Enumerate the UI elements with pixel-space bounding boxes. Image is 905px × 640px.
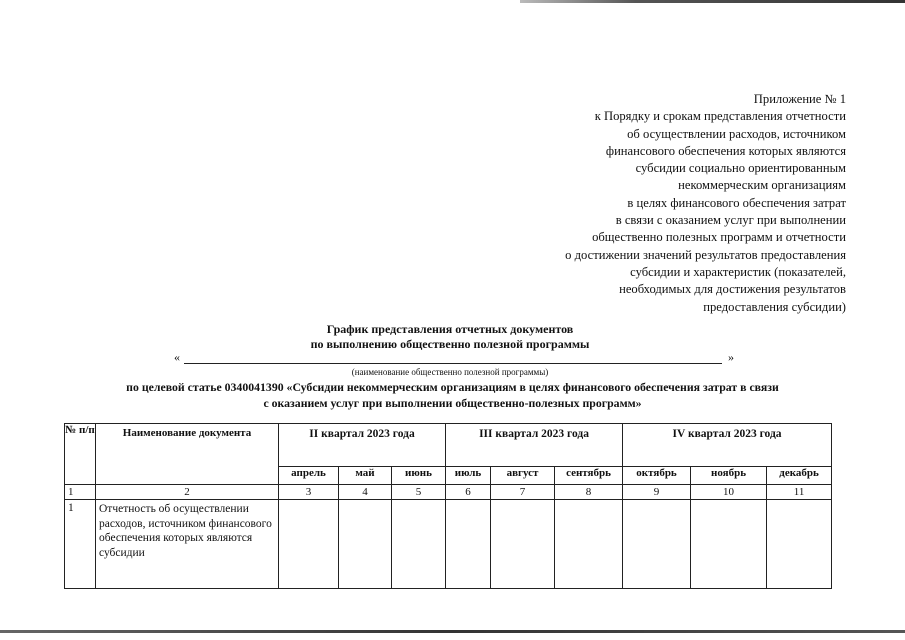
table-row	[65, 500, 832, 589]
header-quarter-3: III квартал 2023 года	[446, 424, 623, 467]
appendix-line: в связи с оказанием услуг при выполнении	[615, 213, 846, 228]
column-number: 8	[555, 485, 623, 500]
column-number: 9	[623, 485, 691, 500]
cell-november	[691, 500, 767, 589]
cell-may	[339, 500, 392, 589]
header-month-october: октябрь	[623, 467, 691, 485]
appendix-line: в целях финансового обеспечения затрат	[627, 195, 846, 210]
row-number: 1	[65, 500, 96, 589]
cell-april	[279, 500, 339, 589]
cell-december	[767, 500, 832, 589]
scan-edge-top	[520, 0, 905, 3]
header-month-december: декабрь	[767, 467, 832, 485]
cell-august	[491, 500, 555, 589]
appendix-line: необходимых для достижения результатов	[619, 282, 846, 297]
schedule-table	[64, 423, 832, 589]
header-month-june: июнь	[392, 467, 446, 485]
cell-september	[555, 500, 623, 589]
appendix-line: о достижении значений результатов предоставления	[565, 247, 846, 262]
appendix-line: Приложение № 1	[753, 92, 846, 106]
row-document-name: Отчетность об осуществлении расходов, источником финансового обеспечения которых являются субсидии	[96, 500, 279, 589]
column-number: 5	[392, 485, 446, 500]
column-number: 6	[446, 485, 491, 500]
header-month-april: апрель	[279, 467, 339, 485]
cell-october	[623, 500, 691, 589]
column-number: 7	[491, 485, 555, 500]
appendix-line: финансового обеспечения которых являются	[605, 143, 846, 158]
cell-july	[446, 500, 491, 589]
column-numbers-row	[65, 485, 832, 500]
appendix-line: субсидии и характеристик (показателей,	[630, 264, 846, 279]
header-no: № п/п	[65, 424, 96, 485]
document-title	[250, 322, 650, 352]
subtitle-line-1: по целевой статье 0340041390 «Субсидии некоммерческим организациям в целях финансового обеспечения затрат в связи	[126, 380, 779, 394]
column-number: 2	[96, 485, 279, 500]
cell-june	[392, 500, 446, 589]
appendix-line: некоммерческим организациям	[678, 178, 846, 193]
appendix-line: к Порядку и срокам представления отчетности	[594, 109, 846, 124]
header-month-august: август	[491, 467, 555, 485]
header-month-november: ноябрь	[691, 467, 767, 485]
subtitle-line-2: с оказанием услуг при выполнении общественно-полезных программ»	[263, 395, 642, 410]
column-number: 3	[279, 485, 339, 500]
open-quote: «	[174, 350, 180, 364]
title-line-1: График представления отчетных документов	[326, 322, 574, 336]
column-number: 1	[65, 485, 96, 500]
title-line-2: по выполнению общественно полезной программы	[310, 337, 590, 351]
appendix-line: субсидии социально ориентированным	[635, 161, 846, 176]
header-quarter-2: II квартал 2023 года	[279, 424, 446, 467]
program-name-caption: (наименование общественно полезной программы)	[351, 367, 549, 377]
scan-edge-bottom	[0, 630, 905, 633]
program-name-underline	[184, 363, 722, 364]
program-name-field	[174, 350, 734, 366]
header-month-may: май	[339, 467, 392, 485]
header-document-name: Наименование документа	[96, 424, 279, 485]
appendix-line: об осуществлении расходов, источником	[627, 126, 846, 141]
appendix-line: общественно полезных программ и отчетности	[592, 230, 846, 245]
close-quote: »	[728, 350, 734, 364]
appendix-line: предоставления субсидии)	[703, 299, 846, 314]
header-month-september: сентябрь	[555, 467, 623, 485]
header-quarter-4: IV квартал 2023 года	[623, 424, 832, 467]
column-number: 11	[767, 485, 832, 500]
header-month-july: июль	[446, 467, 491, 485]
column-number: 4	[339, 485, 392, 500]
target-article-subtitle	[40, 380, 865, 411]
column-number: 10	[691, 485, 767, 500]
appendix-block	[470, 91, 846, 316]
